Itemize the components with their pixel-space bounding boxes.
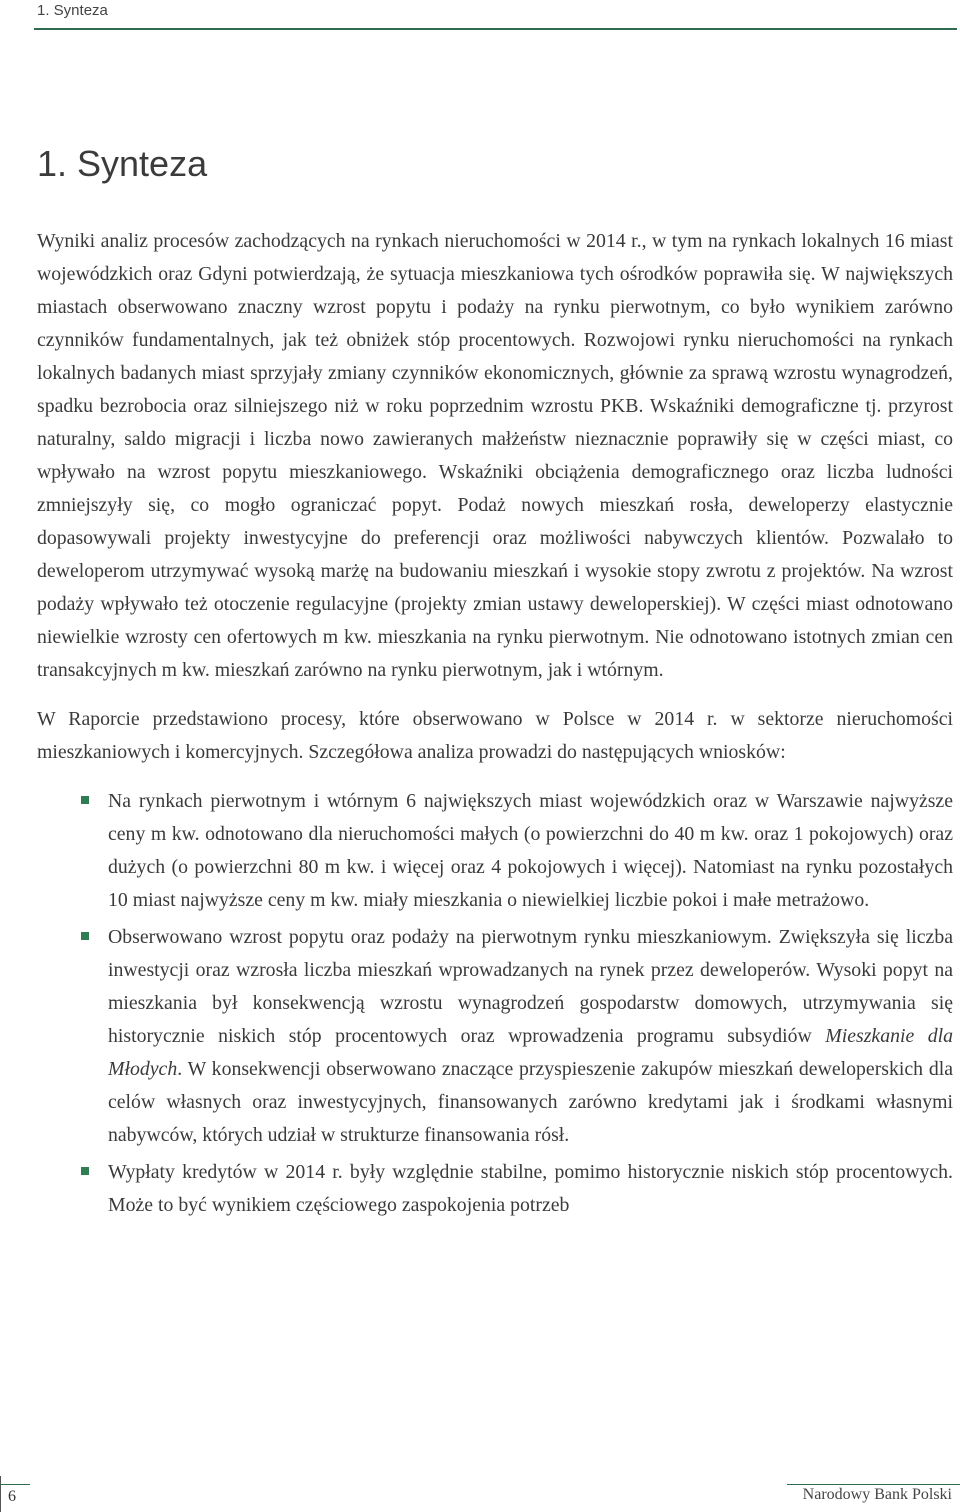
list-item (37, 785, 953, 917)
square-bullet-icon (81, 932, 89, 940)
header-rule (34, 28, 957, 30)
section-title: 1. Synteza (37, 143, 208, 184)
square-bullet-icon (81, 796, 89, 804)
list-item-text-continued: . W konsekwencji obserwowano znaczące przyspieszenie zakupów mieszkań deweloperskich dla celów własnych oraz inwestycyjnych, finansowanych zarówno kredytami jak i środkami własnymi nabywców, których udział w strukturze finansowania rósł. (108, 1058, 953, 1146)
list-item-text: Obserwowano wzrost popytu oraz podaży na pierwotnym rynku mieszkaniowym. Zwiększyła się liczba inwestycji oraz wzrosła liczba mieszkań wprowadzanych na rynek przez deweloperów. Wysoki popyt na mieszkania był konsekwencją wzrostu wynagrodzeń gospodarstw domowych, utrzymywania się historycznie niskich stóp procentowych oraz wprowadzenia programu subsydiów (108, 926, 953, 1047)
running-header: 1. Synteza (37, 2, 108, 19)
square-bullet-icon (81, 1167, 89, 1175)
list-item (37, 921, 953, 1152)
body-content (37, 225, 953, 1226)
footer-rule-right (787, 1484, 960, 1485)
list-item-text: Wypłaty kredytów w 2014 r. były względnie stabilne, pomimo historycznie niskich stóp procentowych. Może to być wynikiem częściowego zaspokojenia potrzeb (108, 1161, 953, 1216)
footer-rule-left (0, 1484, 30, 1485)
conclusions-list (37, 785, 953, 1222)
list-item-text: Na rynkach pierwotnym i wtórnym 6 największych miast wojewódzkich oraz w Warszawie najwyższe ceny m kw. odnotowano dla nieruchomości małych (o powierzchni do 40 m kw. oraz 1 pokojowych) oraz dużych (o powierzchni 80 m kw. i więcej oraz 4 pokojowych i więcej). Natomiast na rynku pozostałych 10 miast najwyższe ceny m kw. miały mieszkania o niewielkiej liczbie pokoi i małe metrażowo. (108, 790, 953, 911)
report-paragraph: W Raporcie przedstawiono procesy, które obserwowano w Polsce w 2014 r. w sektorze nieruchomości mieszkaniowych i komercyjnych. Szczegółowa analiza prowadzi do następujących wniosków: (37, 708, 953, 763)
page-number: 6 (8, 1488, 16, 1505)
list-item (37, 1156, 953, 1222)
intro-paragraph: Wyniki analiz procesów zachodzących na rynkach nieruchomości w 2014 r., w tym na rynkach lokalnych 16 miast wojewódzkich oraz Gdyni potwierdzają, że sytuacja mieszkaniowa tych ośrodków poprawiła się. W największych miastach obserwowano znaczny wzrost popytu i podaży na rynku pierwotnym, co było wynikiem zarówno czynników fundamentalnych, jak też obniżek stóp procentowych. Rozwojowi rynku nieruchomości na rynkach lokalnych badanych miast sprzyjały zmiany czynników ekonomicznych, głównie za sprawą wzrostu wynagrodzeń, spadku bezrobocia oraz silniejszego niż w roku poprzednim wzrostu PKB. Wskaźniki demograficzne tj. przyrost naturalny, saldo migracji i liczba nowo zawieranych małżeństw nieznacznie poprawiły się w części miast, co wpływało na wzrost popytu mieszkaniowego. Wskaźniki obciążenia demograficznego oraz liczba ludności zmniejszyły się, co mogło ograniczać popyt. Podaż nowych mieszkań rosła, deweloperzy elastycznie dopasowywali projekty inwestycyjne do preferencji oraz możliwości nabywczych klientów. Pozwalało to deweloperom utrzymywać wysoką marżę na budowaniu mieszkań i wysokie stopy zwrotu z projektów. Na wzrost podaży wpływało też otoczenie regulacyjne (projekty zmian ustawy deweloperskiej). W części miast odnotowano niewielkie wzrosty cen ofertowych m kw. mieszkania na rynku pierwotnym. Nie odnotowano istotnych zmian cen transakcyjnych m kw. mieszkań zarówno na rynku pierwotnym, jak i wtórnym. (37, 230, 953, 681)
program-name: Mieszkanie dla Młodych (108, 1025, 953, 1080)
page-number-frame (0, 1476, 33, 1512)
publisher-name: Narodowy Bank Polski (802, 1486, 952, 1503)
